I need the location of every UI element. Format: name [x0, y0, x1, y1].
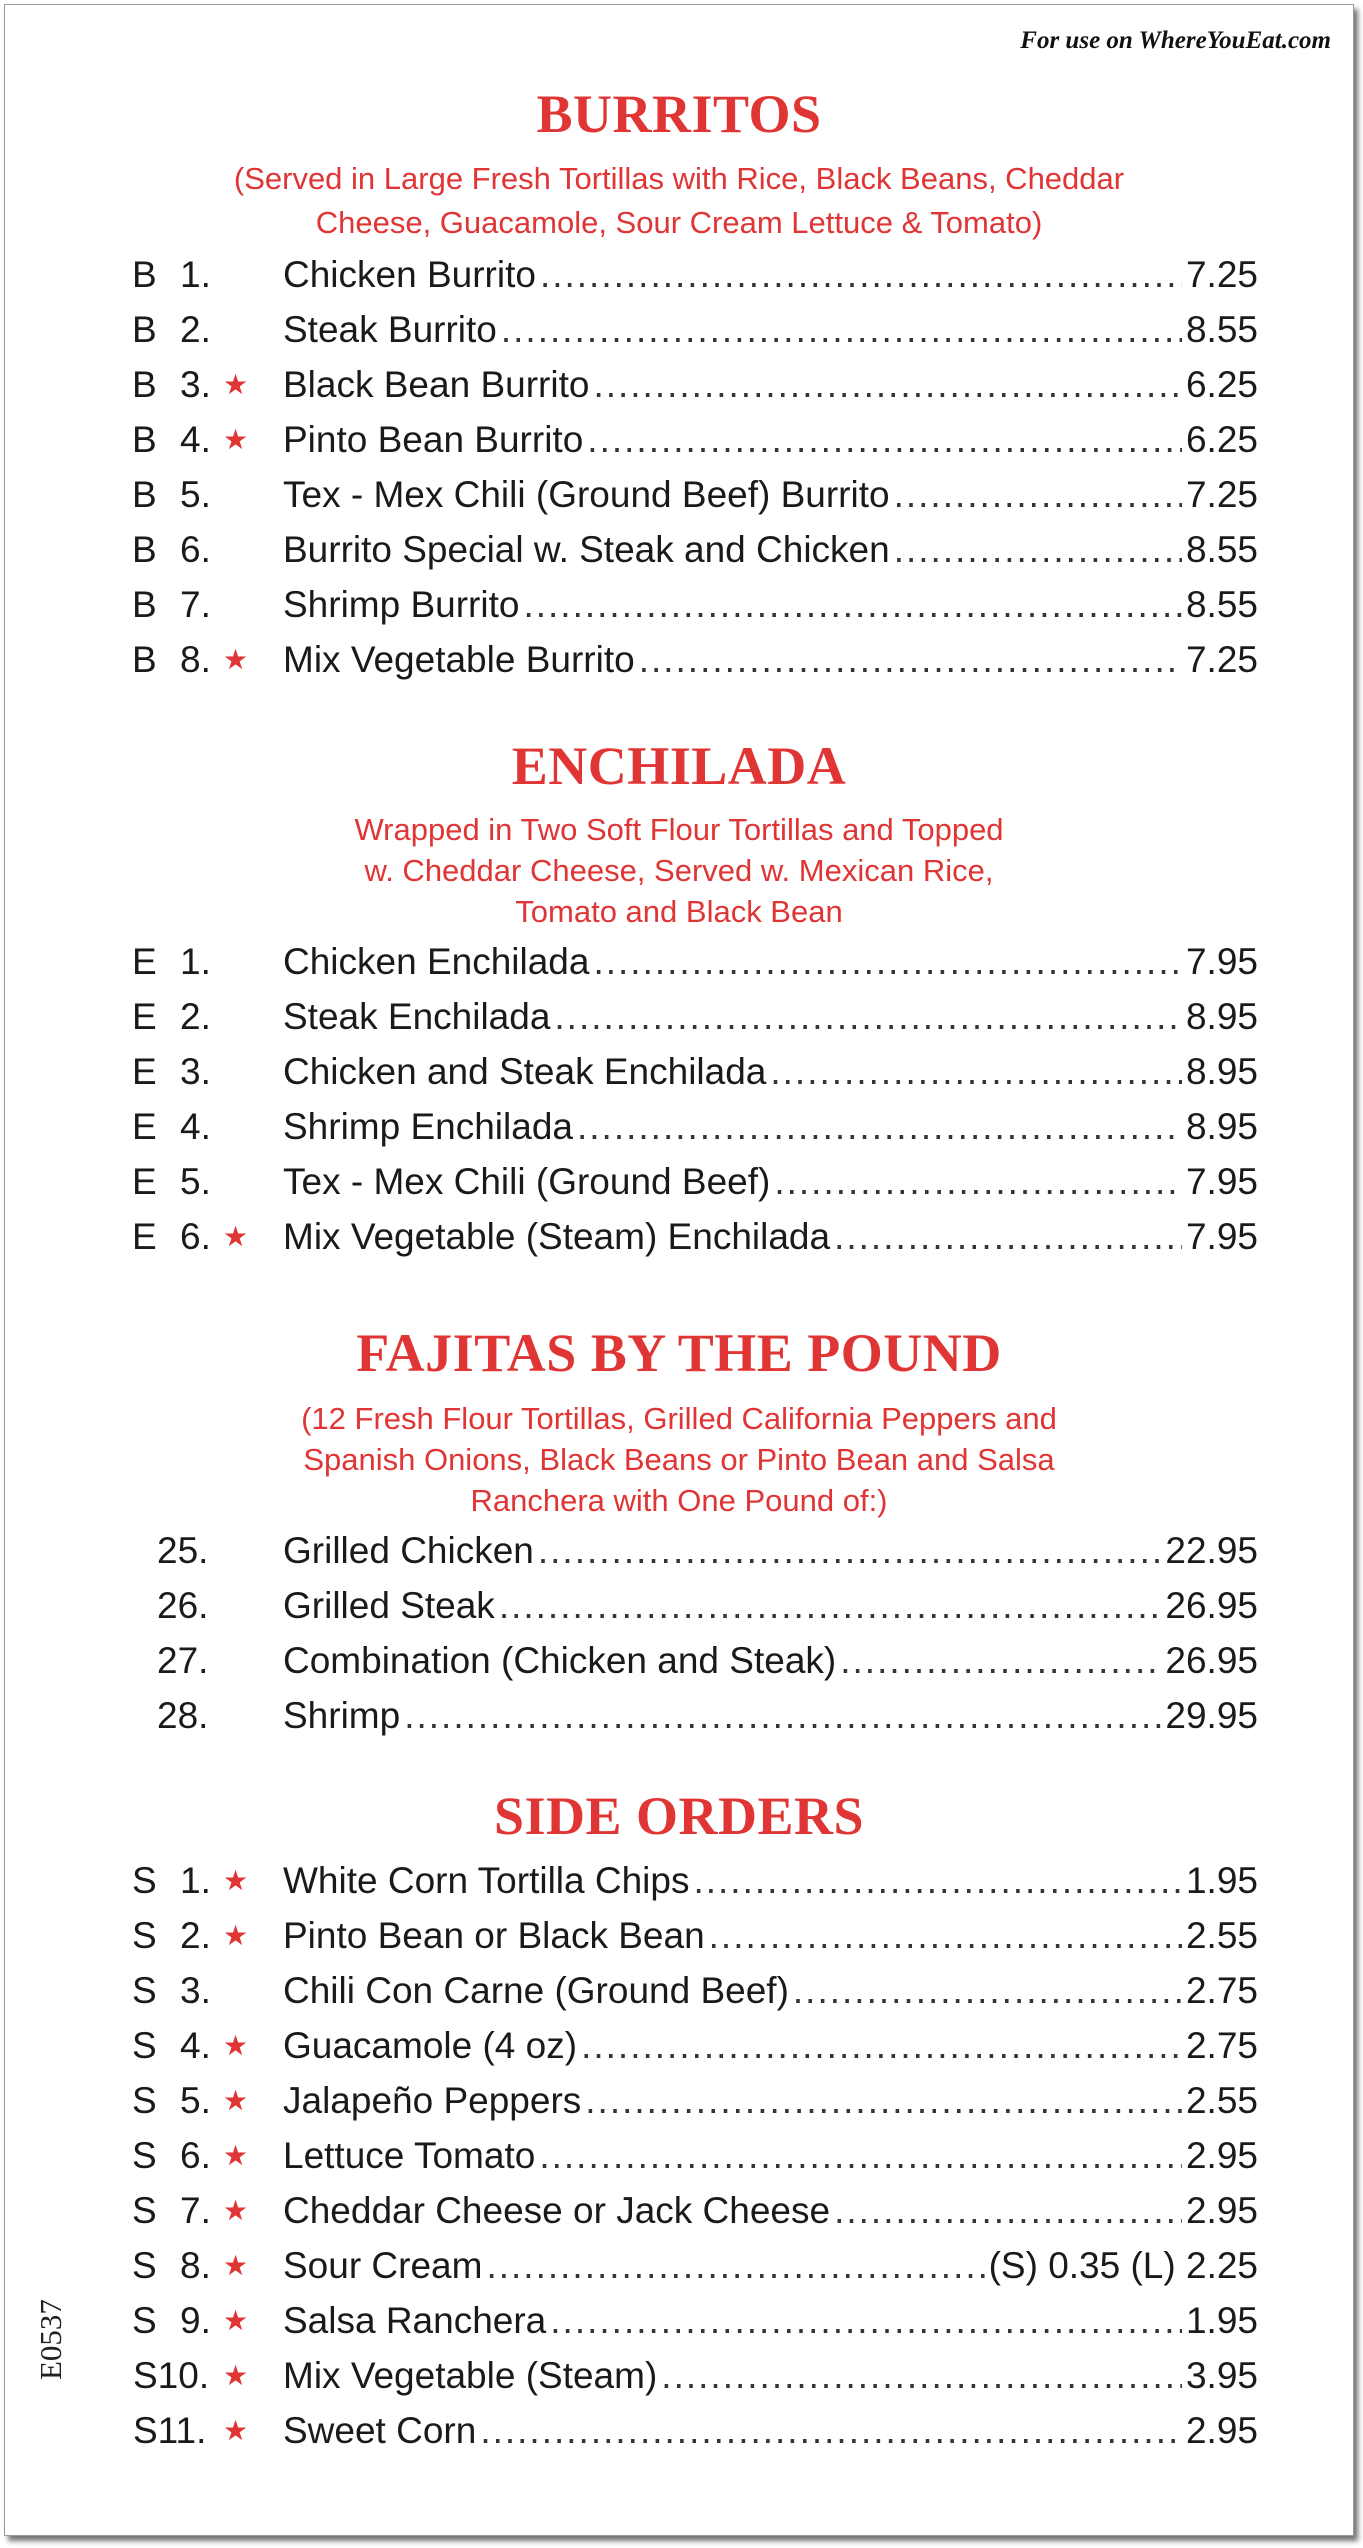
watermark-text: For use on WhereYouEat.com — [1020, 27, 1331, 54]
item-name: Burrito Special w. Steak and Chicken — [283, 529, 890, 570]
item-code-prefix: E — [132, 1106, 157, 1147]
item-price: 1.95 — [1185, 2300, 1258, 2341]
item-code-prefix: S — [132, 2190, 157, 2231]
item-code-prefix: B — [132, 364, 157, 405]
menu-page — [4, 4, 1354, 2536]
item-row — [283, 1853, 1258, 1908]
dot-leader — [693, 1853, 1182, 1908]
item-code-number: 7. — [180, 2190, 211, 2231]
description-line: w. Cheddar Cheese, Served w. Mexican Rice, — [364, 853, 994, 888]
item-price: 2.75 — [1185, 1970, 1258, 2011]
item-name: Mix Vegetable (Steam) — [283, 2355, 658, 2396]
item-price: 2.55 — [1185, 1915, 1258, 1956]
item-code-prefix: S — [132, 2245, 157, 2286]
menu-item — [5, 2403, 1353, 2458]
dot-leader — [585, 2073, 1182, 2128]
item-row — [283, 2238, 1258, 2293]
item-price: 2.95 — [1185, 2135, 1258, 2176]
item-code-number: 8. — [180, 639, 211, 680]
menu-item — [5, 2018, 1353, 2073]
item-name: Shrimp Enchilada — [283, 1106, 573, 1147]
dot-leader — [581, 2018, 1182, 2073]
item-price: 22.95 — [1165, 1530, 1258, 1571]
star-icon: ★ — [223, 644, 249, 675]
item-code-prefix: E — [132, 996, 157, 1037]
menu-item — [5, 2238, 1353, 2293]
menu-item — [5, 357, 1353, 412]
item-row — [283, 2348, 1258, 2403]
item-price: 7.25 — [1185, 639, 1258, 680]
star-icon: ★ — [223, 2360, 249, 2391]
star-icon: ★ — [223, 2195, 249, 2226]
dot-leader — [501, 302, 1182, 357]
dot-leader — [554, 989, 1182, 1044]
menu-item — [5, 1044, 1353, 1099]
item-code-number: 1. — [180, 254, 211, 295]
item-row — [283, 934, 1258, 989]
section-title: ENCHILADA — [511, 736, 847, 796]
dot-leader — [661, 2348, 1182, 2403]
item-row — [283, 1963, 1258, 2018]
item-list — [5, 1523, 1353, 1743]
item-name: Grilled Chicken — [283, 1530, 534, 1571]
description-line: Spanish Onions, Black Beans or Pinto Bean and Salsa — [303, 1442, 1055, 1477]
item-code-number: 8. — [180, 2245, 211, 2286]
item-code-number: 27. — [157, 1640, 209, 1681]
item-price: 7.95 — [1185, 1216, 1258, 1257]
item-name: Salsa Ranchera — [283, 2300, 547, 2341]
item-row — [283, 1908, 1258, 1963]
menu-item — [5, 2348, 1353, 2403]
item-code-number: 2. — [180, 309, 211, 350]
item-code-prefix: S — [132, 2135, 157, 2176]
item-name: Mix Vegetable Burrito — [283, 639, 635, 680]
item-row — [283, 2128, 1258, 2183]
item-name: Jalapeño Peppers — [283, 2080, 582, 2121]
description-line: Wrapped in Two Soft Flour Tortillas and Topped — [354, 812, 1004, 847]
section-description — [5, 1398, 1353, 1521]
menu-item — [5, 412, 1353, 467]
menu-item — [5, 577, 1353, 632]
item-name: Black Bean Burrito — [283, 364, 590, 405]
item-row — [283, 2293, 1258, 2348]
item-price: 7.25 — [1185, 474, 1258, 515]
dot-leader — [550, 2293, 1182, 2348]
item-code-prefix: S — [132, 2080, 157, 2121]
item-name: Guacamole (4 oz) — [283, 2025, 578, 2066]
dot-leader — [499, 1578, 1162, 1633]
menu-item — [5, 247, 1353, 302]
item-code-number: 6. — [180, 529, 211, 570]
item-price: 26.95 — [1165, 1640, 1258, 1681]
menu-item — [5, 1963, 1353, 2018]
item-name: Chili Con Carne (Ground Beef) — [283, 1970, 789, 2011]
item-price: 8.55 — [1185, 529, 1258, 570]
item-code-number: 7. — [180, 584, 211, 625]
star-icon: ★ — [223, 1920, 249, 1951]
side-orders-section — [5, 1785, 1353, 2458]
item-code-number: 25. — [157, 1530, 209, 1571]
burritos-section — [5, 83, 1353, 687]
item-row — [283, 412, 1258, 467]
item-price: 7.95 — [1185, 941, 1258, 982]
item-price: 8.95 — [1185, 996, 1258, 1037]
item-code-number: 1. — [180, 941, 211, 982]
item-name: Shrimp Burrito — [283, 584, 520, 625]
item-row — [283, 357, 1258, 412]
item-code-prefix: E — [132, 1216, 157, 1257]
item-code-number: 5. — [180, 2080, 211, 2121]
item-row — [283, 989, 1258, 1044]
item-name: Sour Cream — [283, 2245, 483, 2286]
star-icon: ★ — [223, 2305, 249, 2336]
item-price: 7.25 — [1185, 254, 1258, 295]
star-icon: ★ — [223, 2250, 249, 2281]
menu-item — [5, 467, 1353, 522]
item-code-number: 4. — [180, 2025, 211, 2066]
item-name: Lettuce Tomato — [283, 2135, 536, 2176]
item-list — [5, 934, 1353, 1264]
menu-item — [5, 1523, 1353, 1578]
star-icon: ★ — [223, 2085, 249, 2116]
item-price: 8.95 — [1185, 1106, 1258, 1147]
item-code-prefix: S — [132, 2025, 157, 2066]
item-name: Combination (Chicken and Steak) — [283, 1640, 837, 1681]
item-row — [283, 1209, 1258, 1264]
dot-leader — [577, 1099, 1182, 1154]
item-price: 8.95 — [1185, 1051, 1258, 1092]
item-price: 1.95 — [1185, 1860, 1258, 1901]
item-row — [283, 1044, 1258, 1099]
item-price: 6.25 — [1185, 364, 1258, 405]
menu-item — [5, 1633, 1353, 1688]
item-row — [283, 1578, 1258, 1633]
item-price: 8.55 — [1185, 584, 1258, 625]
item-row — [283, 1523, 1258, 1578]
dot-leader — [480, 2403, 1182, 2458]
dot-leader — [894, 467, 1182, 522]
description-line: (Served in Large Fresh Tortillas with Rice, Black Beans, Cheddar — [233, 161, 1125, 196]
star-icon: ★ — [223, 369, 249, 400]
dot-leader — [587, 412, 1182, 467]
item-name: Chicken and Steak Enchilada — [283, 1051, 767, 1092]
menu-item — [5, 989, 1353, 1044]
item-name: Chicken Burrito — [283, 254, 536, 295]
item-price: 3.95 — [1185, 2355, 1258, 2396]
section-description — [5, 157, 1353, 245]
item-row — [283, 2183, 1258, 2238]
item-price: 2.75 — [1185, 2025, 1258, 2066]
description-line: Cheese, Guacamole, Sour Cream Lettuce & Tomato) — [315, 205, 1043, 240]
item-code-number: S11. — [133, 2410, 207, 2451]
item-row — [283, 522, 1258, 577]
menu-item — [5, 2073, 1353, 2128]
item-code-prefix: B — [132, 254, 157, 295]
menu-item — [5, 632, 1353, 687]
menu-item — [5, 1209, 1353, 1264]
item-row — [283, 2018, 1258, 2073]
item-name: Chicken Enchilada — [283, 941, 590, 982]
item-code-number: 3. — [180, 364, 211, 405]
item-row — [283, 1633, 1258, 1688]
dot-leader — [639, 632, 1182, 687]
menu-item — [5, 2128, 1353, 2183]
dot-leader — [834, 1209, 1182, 1264]
menu-item — [5, 522, 1353, 577]
item-name: Sweet Corn — [283, 2410, 477, 2451]
item-price: 2.55 — [1185, 2080, 1258, 2121]
item-name: White Corn Tortilla Chips — [283, 1860, 690, 1901]
item-code-prefix: B — [132, 584, 157, 625]
item-code-number: 28. — [157, 1695, 209, 1736]
item-row — [283, 302, 1258, 357]
star-icon: ★ — [223, 1221, 249, 1252]
item-row — [283, 247, 1258, 302]
star-icon: ★ — [223, 424, 249, 455]
item-code-prefix: S — [132, 1970, 157, 2011]
description-line: Ranchera with One Pound of:) — [470, 1483, 888, 1518]
side-code: E0537 — [33, 2299, 68, 2380]
item-row — [283, 2073, 1258, 2128]
menu-item — [5, 934, 1353, 989]
item-row — [283, 1154, 1258, 1209]
dot-leader — [523, 577, 1182, 632]
item-name: Steak Burrito — [283, 309, 497, 350]
item-price: 29.95 — [1165, 1695, 1258, 1736]
item-code-prefix: E — [132, 941, 157, 982]
item-name: Cheddar Cheese or Jack Cheese — [283, 2190, 831, 2231]
item-code-number: 4. — [180, 419, 211, 460]
menu-item — [5, 2293, 1353, 2348]
dot-leader — [774, 1154, 1182, 1209]
item-code-number: 6. — [180, 2135, 211, 2176]
item-name: Mix Vegetable (Steam) Enchilada — [283, 1216, 831, 1257]
item-code-number: 6. — [180, 1216, 211, 1257]
section-description — [5, 809, 1353, 932]
item-code-prefix: B — [132, 419, 157, 460]
item-code-number: S10. — [133, 2355, 210, 2396]
star-icon: ★ — [223, 2030, 249, 2061]
item-code-number: 5. — [180, 1161, 211, 1202]
dot-leader — [486, 2238, 984, 2293]
item-name: Grilled Steak — [283, 1585, 495, 1626]
star-icon: ★ — [223, 2415, 249, 2446]
menu-item — [5, 1578, 1353, 1633]
section-title: BURRITOS — [536, 84, 822, 144]
item-name: Pinto Bean or Black Bean — [283, 1915, 705, 1956]
item-price: 26.95 — [1165, 1585, 1258, 1626]
item-code-prefix: S — [132, 1915, 157, 1956]
item-code-number: 3. — [180, 1970, 211, 2011]
item-row — [283, 632, 1258, 687]
item-price: 2.95 — [1185, 2190, 1258, 2231]
item-code-prefix: E — [132, 1051, 157, 1092]
item-price: 7.95 — [1185, 1161, 1258, 1202]
item-code-prefix: S — [132, 1860, 157, 1901]
dot-leader — [539, 2128, 1182, 2183]
item-list — [5, 247, 1353, 687]
dot-leader — [840, 1633, 1161, 1688]
dot-leader — [593, 934, 1182, 989]
item-price: 2.95 — [1185, 2410, 1258, 2451]
item-name: Tex - Mex Chili (Ground Beef) — [283, 1161, 771, 1202]
item-code-number: 5. — [180, 474, 211, 515]
dot-leader — [770, 1044, 1182, 1099]
item-code-number: 2. — [180, 1915, 211, 1956]
item-price: 6.25 — [1185, 419, 1258, 460]
menu-item — [5, 1154, 1353, 1209]
dot-leader — [709, 1908, 1182, 1963]
item-code-number: 2. — [180, 996, 211, 1037]
menu-item — [5, 1099, 1353, 1154]
item-name: Pinto Bean Burrito — [283, 419, 584, 460]
item-code-number: 9. — [180, 2300, 211, 2341]
enchilada-section — [5, 735, 1353, 1264]
item-row — [283, 467, 1258, 522]
star-icon: ★ — [223, 1865, 249, 1896]
menu-item — [5, 2183, 1353, 2238]
dot-leader — [404, 1688, 1161, 1743]
item-row — [283, 577, 1258, 632]
item-row — [283, 1688, 1258, 1743]
menu-item — [5, 1908, 1353, 1963]
item-code-number: 26. — [157, 1585, 209, 1626]
menu-item — [5, 1853, 1353, 1908]
item-name: Steak Enchilada — [283, 996, 551, 1037]
dot-leader — [793, 1963, 1182, 2018]
menu-item — [5, 1688, 1353, 1743]
item-code-prefix: B — [132, 529, 157, 570]
item-name: Tex - Mex Chili (Ground Beef) Burrito — [283, 474, 890, 515]
dot-leader — [540, 247, 1182, 302]
dot-leader — [894, 522, 1182, 577]
item-code-number: 4. — [180, 1106, 211, 1147]
dot-leader — [593, 357, 1182, 412]
star-icon: ★ — [223, 2140, 249, 2171]
item-code-number: 3. — [180, 1051, 211, 1092]
description-line: (12 Fresh Flour Tortillas, Grilled California Peppers and — [301, 1401, 1057, 1436]
section-title: FAJITAS BY THE POUND — [356, 1323, 1002, 1383]
dot-leader — [834, 2183, 1182, 2238]
section-title: SIDE ORDERS — [493, 1786, 865, 1846]
item-code-prefix: B — [132, 474, 157, 515]
item-price: (S) 0.35 (L) 2.25 — [988, 2245, 1258, 2286]
fajitas-section — [5, 1322, 1353, 1743]
item-code-prefix: E — [132, 1161, 157, 1202]
item-code-prefix: B — [132, 639, 157, 680]
dot-leader — [538, 1523, 1162, 1578]
description-line: Tomato and Black Bean — [515, 894, 843, 929]
item-code-prefix: S — [132, 2300, 157, 2341]
item-list — [5, 1853, 1353, 2458]
item-name: Shrimp — [283, 1695, 401, 1736]
item-code-number: 1. — [180, 1860, 211, 1901]
item-code-prefix: B — [132, 309, 157, 350]
item-row — [283, 1099, 1258, 1154]
item-price: 8.55 — [1185, 309, 1258, 350]
menu-item — [5, 302, 1353, 357]
item-row — [283, 2403, 1258, 2458]
